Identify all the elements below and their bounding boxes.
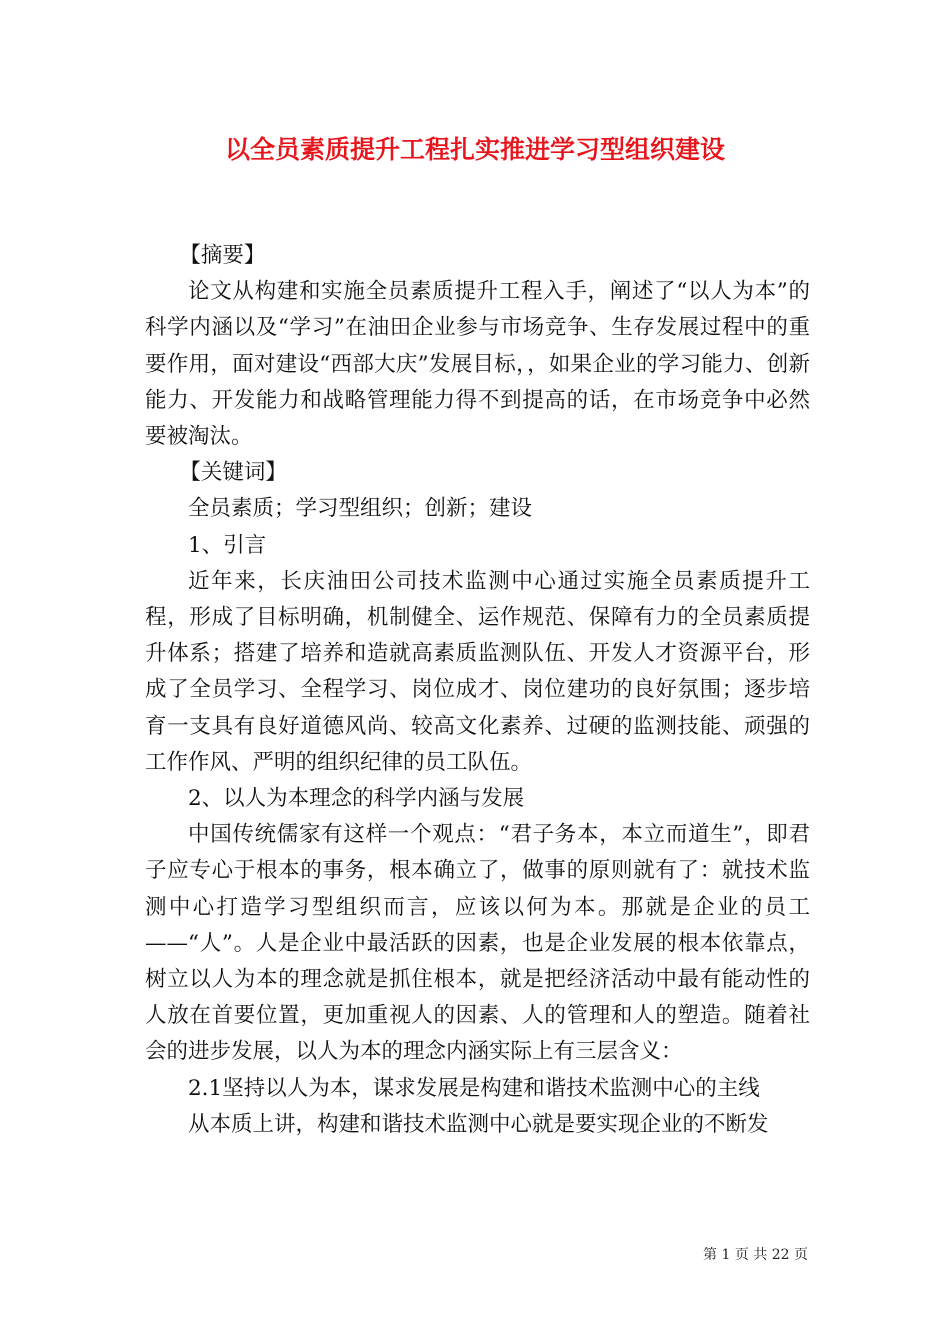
paragraph: 从本质上讲，构建和谐技术监测中心就是要实现企业的不断发 (188, 1111, 769, 1137)
keywords-heading: 【关键词】 (179, 460, 287, 486)
section-heading-2: 2、以人为本理念的科学内涵与发展 (188, 786, 525, 812)
abstract-text: 论文从构建和实施全员素质提升工程入手，阐述了“以人为本”的科学内涵以及“学习”在油田企业参与市场竞争、生存发展过程中的重要作用，面对建设“西部大庆”发展目标，，如果企业的学习能力、创新能力、开发能力和战略管理能力得不到提高的话，在市场竞争中必然要被淘汰。 (145, 279, 810, 450)
document-body (145, 238, 810, 1143)
page-number: 第 1 页 共 22 页 (703, 1247, 808, 1263)
document-title: 以全员素质提升工程扎实推进学习型组织建设 (224, 135, 725, 164)
paragraph: 近年来，长庆油田公司技术监测中心通过实施全员素质提升工程，形成了目标明确，机制健全、运作规范、保障有力的全员素质提升体系；搭建了培养和造就高素质监测队伍、开发人才资源平台，形成了全员学习、全程学习、岗位成才、岗位建功的良好氛围；逐步培育一支具有良好道德风尚、较高文化素养、过硬的监测技能、顽强的工作作风、严明的组织纪律的员工队伍。 (145, 568, 810, 775)
abstract-heading: 【摘要】 (179, 243, 266, 268)
subsection-heading-2-1: 2.1坚持以人为本，谋求发展是构建和谐技术监测中心的主线 (188, 1075, 760, 1101)
paragraph: 中国传统儒家有这样一个观点：“君子务本，本立而道生”，即君子应专心于根本的事务，根本确立了，做事的原则就有了：就技术监测中心打造学习型组织而言，应该以何为本。那就是企业的员工——“人”。人是企业中最活跃的因素，也是企业发展的根本依靠点，树立以人为本的理念就是抓住根本，就是把经济活动中最有能动性的人放在首要位置，更加重视人的因素、人的管理和人的塑造。随着社会的进步发展，以人为本的理念内涵实际上有三层含义： (145, 822, 810, 1065)
section-heading-1: 1、引言 (188, 532, 267, 558)
keywords-text: 全员素质；学习型组织；创新；建设 (188, 496, 533, 522)
